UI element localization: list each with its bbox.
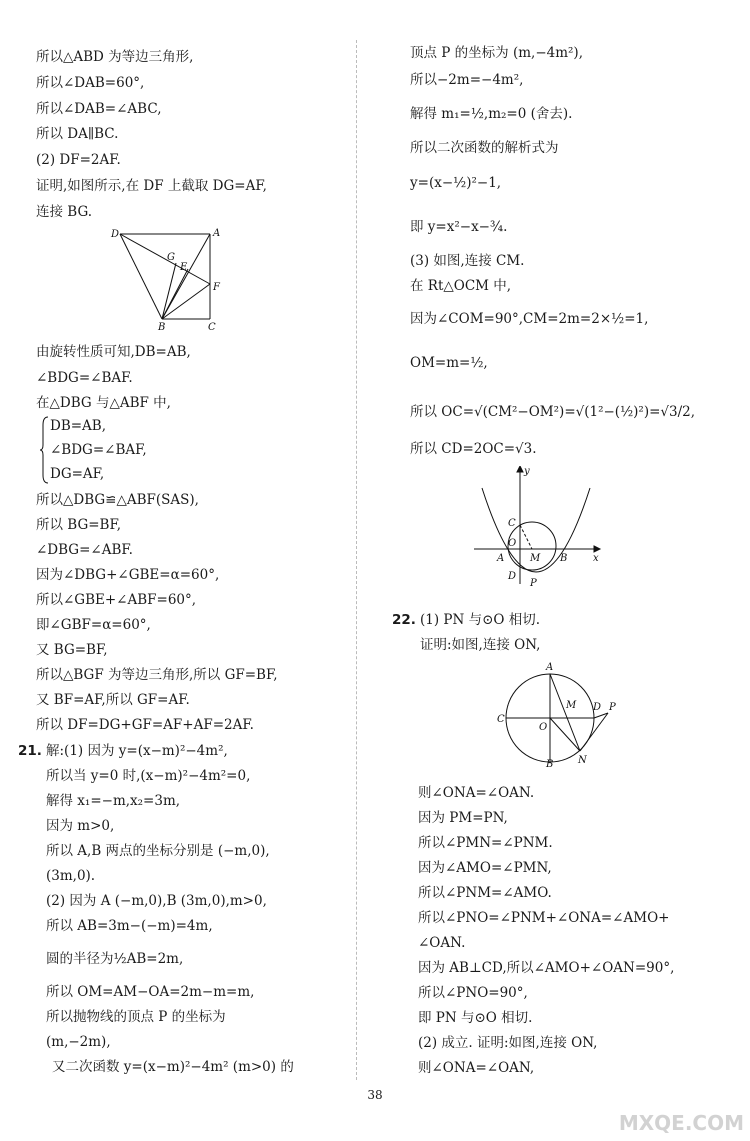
text-line: 因为 PM=PN, [418,810,508,826]
fig3-label: M [566,700,577,711]
text-line: 所以 AB=3m−(−m)=4m, [46,918,213,934]
text-line: 所以 CD=2OC=√3. [410,441,537,457]
text-line: 所以−2m=−4m², [410,72,524,88]
fig2-label: B [560,553,568,564]
figure-rotation [108,224,228,336]
text-line: 所以 A,B 两点的坐标分别是 (−m,0), [46,843,270,859]
fig3-label: A [546,662,554,673]
fig2-label: A [497,553,505,564]
text-line: 所以△ABD 为等边三角形, [36,49,194,65]
text-line: (m,−2m), [46,1034,111,1050]
page-number: 38 [367,1088,383,1102]
text-line: DG=AF, [50,466,105,482]
text-line: 所以△BGF 为等边三角形,所以 GF=BF, [36,667,278,683]
text-line: 所以∠PMN=∠PNM. [418,835,553,851]
text-line: 解得 m₁=½,m₂=0 (舍去). [410,106,573,122]
text-line: 所以 OC=√(CM²−OM²)=√(1²−(½)²)=√3/2, [410,404,696,420]
text-line: 证明,如图所示,在 DF 上截取 DG=AF, [36,178,267,194]
text-line: 在 Rt△OCM 中, [410,278,512,294]
text-line: 因为 AB⊥CD,所以∠AMO+∠OAN=90°, [418,960,675,976]
text-line: 所以∠PNO=90°, [418,985,528,1001]
fig2-label: D [508,571,517,582]
question-number: 21. [18,743,42,759]
text-line: 则∠ONA=∠OAN, [418,1060,535,1076]
text-line: 所以∠DAB=∠ABC, [36,101,162,117]
figure-circle-tangent [496,656,620,768]
fig1-label: E [180,262,188,273]
fig1-label: C [208,322,216,333]
text-line: DB=AB, [50,418,107,434]
text-line: 所以抛物线的顶点 P 的坐标为 [46,1009,226,1025]
text-line: 证明:如图,连接 ON, [420,637,541,653]
text-line: 则∠ONA=∠OAN. [418,785,535,801]
fig3-label: N [578,755,587,766]
fig3-label: B [546,759,554,768]
fig3-label: C [497,714,505,725]
text-line: ∠DBG=∠ABF. [36,542,133,558]
fig3-label: P [609,702,616,713]
text-line: 所以∠DAB=60°, [36,75,145,91]
fig2-label: O [508,538,517,549]
fig1-label: G [167,252,175,263]
fig3-label: D [593,702,602,713]
text-line: 所以∠GBE+∠ABF=60°, [36,592,197,608]
text-line: 圆的半径为½AB=2m, [46,951,184,967]
text-line: 又 BF=AF,所以 GF=AF. [36,692,190,708]
text-line: (3) 如图,连接 CM. [410,253,525,269]
text-line: ∠BDG=∠BAF, [50,442,147,458]
fig2-label: x [593,553,599,564]
fig1-label: A [213,228,221,239]
fig1-label: B [158,322,166,333]
text-line: (2) 成立. 证明:如图,连接 ON, [418,1035,598,1051]
fig1-label: D [111,229,120,240]
text-line: y=(x−½)²−1, [410,175,502,191]
text-line: (2) DF=2AF. [36,152,121,168]
text-line: (1) PN 与⊙O 相切. [420,612,541,628]
text-line: 连接 BG. [36,204,93,220]
fig2-label: M [530,553,541,564]
fig2-label: y [524,466,530,477]
text-line: 即 PN 与⊙O 相切. [418,1010,533,1026]
text-line: 解:(1) 因为 y=(x−m)²−4m², [46,743,228,759]
question-number: 22. [392,612,416,628]
text-line: 解得 x₁=−m,x₂=3m, [46,793,181,809]
text-line: (2) 因为 A (−m,0),B (3m,0),m>0, [46,893,267,909]
text-line: 所以△DBG≌△ABF(SAS), [36,492,199,508]
text-line: 所以∠PNM=∠AMO. [418,885,552,901]
text-line: 由旋转性质可知,DB=AB, [36,344,191,360]
brace [40,415,50,485]
text-line: 因为 m>0, [46,818,115,834]
text-line: 因为∠COM=90°,CM=2m=2×½=1, [410,311,649,327]
text-line: 顶点 P 的坐标为 (m,−4m²), [410,45,583,61]
fig2-label: P [530,578,537,588]
text-line: (3m,0). [46,868,96,884]
text-line: 因为∠DBG+∠GBE=α=60°, [36,567,220,583]
watermark: MXQE.COM [618,1111,744,1135]
text-line: 即 y=x²−x−¾. [410,219,508,235]
text-line: 因为∠AMO=∠PMN, [418,860,552,876]
text-line: OM=m=½, [410,355,488,371]
text-line: 又二次函数 y=(x−m)²−4m² (m>0) 的 [52,1059,294,1075]
text-line: ∠OAN. [418,935,466,951]
text-line: ∠BDG=∠BAF. [36,370,133,386]
text-line: 所以 OM=AM−OA=2m−m=m, [46,984,255,1000]
text-line: 所以当 y=0 时,(x−m)²−4m²=0, [46,768,251,784]
text-line: 所以 BG=BF, [36,517,122,533]
text-line: 又 BG=BF, [36,642,108,658]
text-line: 在△DBG 与△ABF 中, [36,395,171,411]
text-line: 即∠GBF=α=60°, [36,617,151,633]
fig3-label: O [539,722,548,733]
text-line: 所以∠PNO=∠PNM+∠ONA=∠AMO+ [418,910,670,926]
figure-parabola [470,466,610,588]
text-line: 所以 DF=DG+GF=AF+AF=2AF. [36,717,254,733]
text-line: 所以二次函数的解析式为 [410,140,559,156]
fig2-label: C [508,518,516,529]
text-line: 所以 DA∥BC. [36,126,119,142]
fig1-label: F [213,282,220,293]
column-divider [356,40,357,1080]
